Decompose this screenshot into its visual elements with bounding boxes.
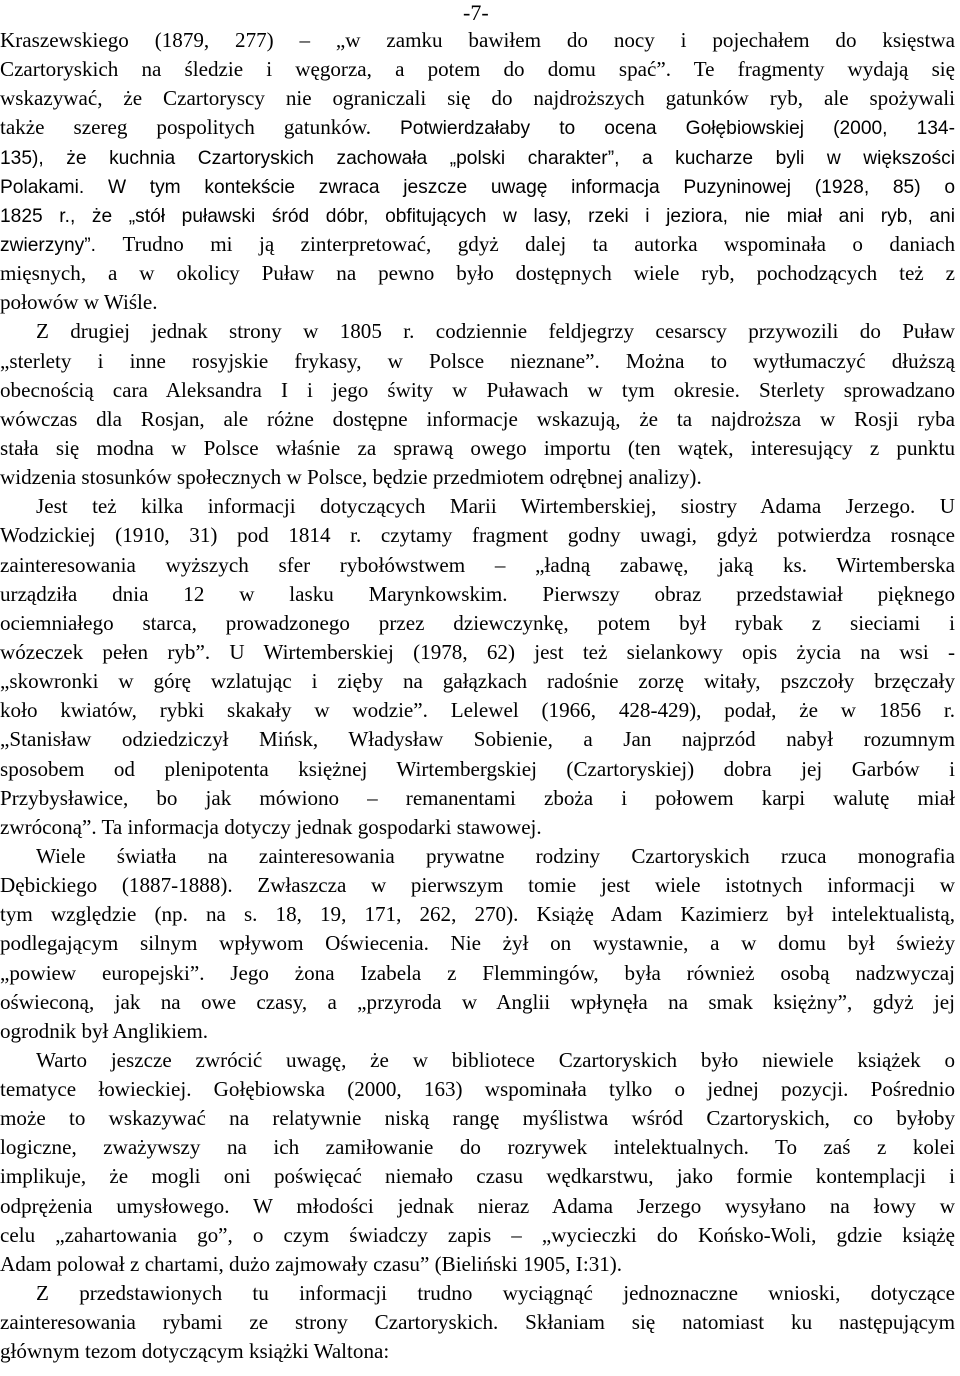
text-line — [0, 230, 955, 259]
text-run: Wiele światła na zainteresowania prywatne rodziny Czartoryskich rzuca monografia — [36, 843, 955, 868]
text-line — [0, 755, 955, 784]
text-run: zwróconą”. Ta informacja dotyczy jednak gospodarki stawowej. — [0, 814, 542, 839]
text-run: Polakami. W tym kontekście zwraca jeszcze uwagę informacja Puzyninowej (1928, 85) o — [0, 176, 955, 198]
text-run: „sterlety i inne rosyjskie frykasy, w Polsce nieznane”. Można to wytłumaczyć dłuższą — [0, 348, 955, 373]
text-run: Kraszewskiego (1879, 277) – „w zamku bawiłem do nocy i pojechałem do księstwa — [0, 28, 955, 52]
text-line — [0, 1133, 955, 1162]
text-run: zainteresowania wyższych sfer rybołówstwem – „ładną zabawę, jaką ks. Wirtemberska — [0, 552, 955, 577]
text-run: wózeczek pełen ryb”. U Wirtemberskiej (1978, 62) jest też sielankowy opis życia na wsi - — [0, 639, 955, 664]
text-line — [0, 725, 955, 754]
text-line — [0, 259, 955, 288]
text-run: widzenia stosunków społecznych w Polsce, będzie przedmiotem odrębnej analizy). — [0, 465, 702, 490]
text-run: oświeconą, jak na owe czasy, a „przyroda w Anglii wpłynęła na smak księżny”, gdyż jej — [0, 989, 955, 1014]
text-run: Czartoryskich na śledzie i węgorza, a potem do domu spać”. Te fragmenty wydają się — [0, 57, 955, 82]
text-run: głównym tezom dotyczącym książki Waltona: — [0, 1339, 390, 1364]
text-run: Dębickiego (1887-1888). Zwłaszcza w pierwszym tomie jest wiele istotnych informacji w — [0, 873, 955, 898]
text-line — [0, 1221, 955, 1250]
text-run: ociemniałego starca, prowadzonego przez dziewczynkę, potem był rybak z sieciami i — [0, 610, 955, 635]
text-line — [0, 521, 955, 550]
text-line — [0, 1192, 955, 1221]
text-run: mięsnych, a w okolicy Puław na pewno było dostępnych wiele ryb, pochodzących też z — [0, 261, 955, 286]
text-line — [0, 929, 955, 958]
text-line — [0, 988, 955, 1017]
text-run: urządziła dnia 12 w lasku Marynkowskim. Pierwszy obraz przedstawiał pięknego — [0, 581, 955, 606]
text-run: koło kwiatów, rybki skakały w wodzie”. Lelewel (1966, 428-429), podał, że w 1856 r. — [0, 698, 955, 723]
text-run: także szereg pospolitych gatunków. — [0, 115, 400, 140]
text-run: , że „stół puławski śród dóbr, obfitujących w lasy, rzeki i jeziora, nie miał ani ryb, ani — [69, 205, 955, 227]
text-run: Jest też kilka informacji dotyczących Marii Wirtemberskiej, siostry Adama Jerzego. U — [36, 494, 955, 519]
text-run: zainteresowania rybami ze strony Czartoryskich. Skłaniam się natomiast ku następującym — [0, 1310, 955, 1335]
text-line — [0, 900, 955, 929]
text-line — [0, 842, 955, 871]
text-line — [0, 813, 955, 842]
text-line — [0, 551, 955, 580]
text-line — [0, 434, 955, 463]
text-line — [0, 288, 955, 317]
text-run: Trudno mi ją zinterpretować, gdyż dalej ta autorka wspominała o daniach — [122, 231, 955, 256]
text-run: Z przedstawionych tu informacji trudno wyciągnąć jednoznaczne wnioski, dotyczące — [36, 1281, 955, 1306]
text-line — [0, 347, 955, 376]
text-run: Potwierdzałaby to ocena Gołębiowskiej (2000, 134- — [400, 118, 955, 140]
text-line — [0, 1308, 955, 1337]
text-line — [0, 1104, 955, 1133]
text-line — [0, 405, 955, 434]
text-line — [0, 1162, 955, 1191]
page-number: -7- — [463, 0, 489, 25]
text-line — [0, 317, 955, 346]
text-run: Z drugiej jednak strony w 1805 r. codziennie feldjegrzy cesarscy przywozili do Puław — [36, 319, 955, 344]
text-run: może to wskazywać na relatywnie niską rangę myślistwa wśród Czartoryskich, co byłoby — [0, 1106, 955, 1131]
text-line — [0, 871, 955, 900]
text-run: Przybysławice, bo jak mówiono – remanentami zboża i połowem karpi walutę miał — [0, 785, 955, 810]
text-line — [0, 84, 955, 113]
text-line — [0, 113, 955, 142]
text-line — [0, 784, 955, 813]
text-line — [0, 201, 955, 230]
text-line — [0, 376, 955, 405]
text-run: odprężenia umysłowego. W młodości jednak nieraz Adama Jerzego wysyłano na łowy w — [0, 1193, 955, 1218]
text-run: wówczas dla Rosjan, ale różne dostępne informacje wskazują, że ta najdroższa w Rosji ryba — [0, 406, 955, 431]
text-run: stała się modna w Polsce właśnie za sprawą owego importu (ten wątek, interesujący z punktu — [0, 435, 955, 460]
text-line — [0, 1017, 955, 1046]
text-run: sposobem od plenipotenta księżnej Wirtembergskiej (Czartoryskiej) dobra jej Garbów i — [0, 756, 955, 781]
text-run: Adam polował z chartami, dużo zajmowały czasu” (Bieliński 1905, I:31). — [0, 1251, 623, 1276]
text-line — [0, 580, 955, 609]
text-run: „powiew europejski”. Jego żona Izabela z Flemmingów, była również osobą nadzwyczaj — [0, 960, 955, 985]
text-run: obecnością cara Aleksandra I i jego świty w Puławach w tym okresie. Sterlety sprowadzano — [0, 377, 955, 402]
text-line — [0, 696, 955, 725]
text-run: „Stanisław odziedziczył Mińsk, Władysław Sobienie, a Jan najprzód nabył rozumnym — [0, 727, 955, 752]
text-run: tym względzie (np. na s. 18, 19, 171, 262, 270). Książę Adam Kazimierz był intelektualistą, — [0, 902, 955, 927]
text-line — [0, 1337, 955, 1366]
text-run: 1825 r. — [0, 205, 70, 227]
text-line — [0, 609, 955, 638]
text-line — [0, 463, 955, 492]
text-line — [0, 959, 955, 988]
text-line — [0, 1279, 955, 1308]
text-run: połowów w Wiśle. — [0, 290, 158, 315]
text-line — [0, 55, 955, 84]
text-run: Warto jeszcze zwrócić uwagę, że w bibliotece Czartoryskich było niewiele książek o — [36, 1047, 955, 1072]
text-run: tematyce łowieckiej. Gołębiowska (2000, 163) wspominała tylko o jednej pozycji. Pośrednio — [0, 1077, 955, 1102]
text-run: logiczne, zważywszy na ich zamiłowanie do rozrywek intelektualnych. To zaś z kolei — [0, 1135, 955, 1160]
text-line — [0, 667, 955, 696]
text-line — [0, 1075, 955, 1104]
text-run: implikuje, że mogli oni poświęcać niemało czasu wędkarstwu, jako formie kontemplacji i — [0, 1164, 955, 1189]
text-line — [0, 1046, 955, 1075]
text-run: Wodzickiej (1910, 31) pod 1814 r. czytamy fragment godny uwagi, gdyż potwierdza rosnące — [0, 523, 955, 548]
text-line — [0, 143, 955, 172]
text-run: zwierzyny”. — [0, 234, 123, 256]
text-line — [0, 1250, 955, 1279]
text-run: podlegającym silnym wpływom Oświecenia. Nie żył on wystawnie, a w domu był świeży — [0, 931, 955, 956]
text-run: ogrodnik był Anglikiem. — [0, 1018, 209, 1043]
text-run: wskazywać, że Czartoryscy nie ograniczali się do najdroższych gatunków ryb, ale spożywali — [0, 86, 955, 111]
text-run: „skowronki w górę wzlatując i zięby na gałązkach radośnie zorzę witały, pszczoły brzęczały — [0, 669, 955, 694]
text-line — [0, 26, 955, 55]
text-line — [0, 638, 955, 667]
text-run: 135), że kuchnia Czartoryskich zachowała „polski charakter”, a kucharze byli w większości — [0, 147, 955, 169]
text-line — [0, 492, 955, 521]
body-text — [0, 26, 955, 1366]
text-line — [0, 172, 955, 201]
text-run: celu „zahartowania go”, o czym świadczy zapis – „wycieczki do Końsko-Woli, gdzie książę — [0, 1222, 955, 1247]
